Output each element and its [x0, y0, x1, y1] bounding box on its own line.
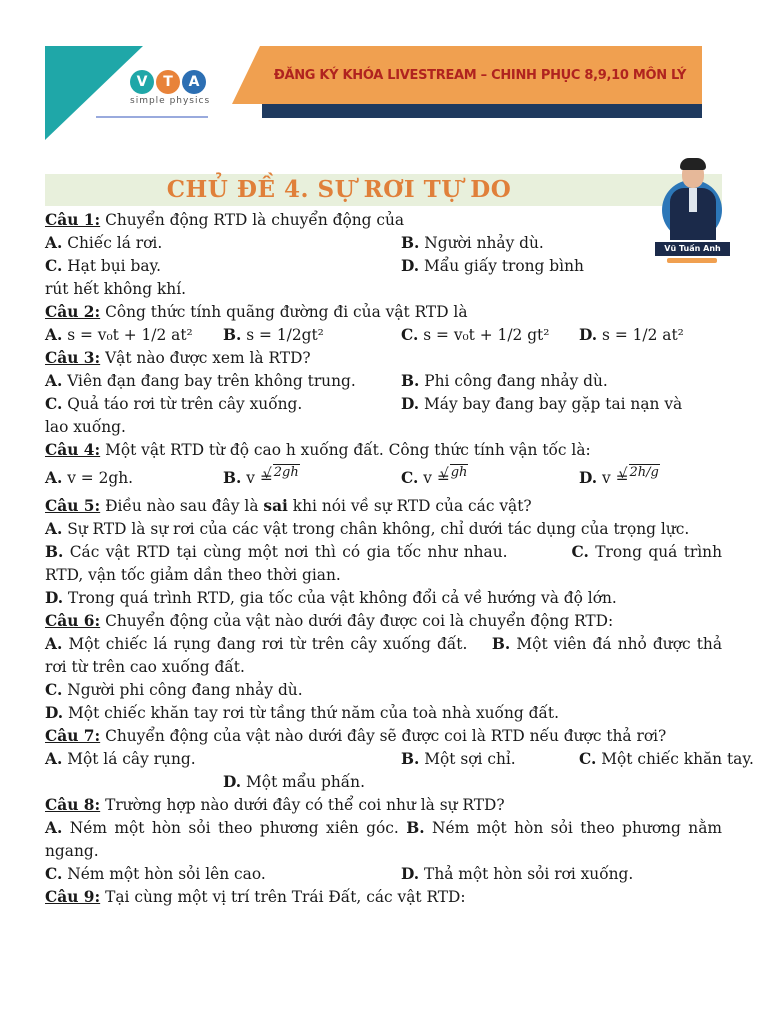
- question-label: Câu 7:: [45, 727, 101, 745]
- option-a: A. Sự RTD là sự rơi của các vật trong chân không, chỉ dưới tác dụng của trọng lực.: [45, 520, 690, 538]
- option-a: A. s = v₀t + 1/2 at²: [45, 326, 193, 344]
- option-c: C. s = v₀t + 1/2 gt²: [401, 326, 550, 344]
- question-1: [45, 209, 722, 232]
- option-b: B. Người nhảy dù.: [401, 234, 544, 252]
- option-d: D. Máy bay đang bay gặp tai nạn và: [401, 395, 683, 413]
- question-2: [45, 301, 722, 324]
- option-d: D. Thả một hòn sỏi rơi xuống.: [401, 865, 634, 883]
- option-row: [45, 771, 722, 794]
- header-triangle: [45, 46, 143, 140]
- option-row: [45, 255, 722, 278]
- option-c: C. Hạt bụi bay.: [45, 257, 162, 275]
- option-row: [45, 393, 722, 416]
- option-c: C. Một chiếc khăn tay.: [579, 750, 754, 768]
- vta-logo: [130, 70, 214, 106]
- option-row: [45, 324, 722, 347]
- banner-bar: [262, 104, 702, 118]
- option-a-b: A. Một chiếc lá rụng đang rơi từ trên cây xuống đất. B. Một viên đá nhỏ được thả rơi từ trên cao xuống đất.: [45, 635, 722, 676]
- option-d: D. Một chiếc khăn tay rơi từ tầng thứ năm của toà nhà xuống đất.: [45, 704, 559, 722]
- logo-letter-v: V: [130, 70, 154, 94]
- logo-letter-a: A: [182, 70, 206, 94]
- option-d: D. Một mẩu phấn.: [223, 773, 365, 791]
- question-text: Chuyển động của vật nào dưới đây được coi là chuyển động RTD:: [100, 612, 614, 630]
- option-b: B. Phi công đang nhảy dù.: [401, 372, 608, 390]
- question-label: Câu 2:: [45, 303, 101, 321]
- option-c: C. Quả táo rơi từ trên cây xuống.: [45, 395, 303, 413]
- question-label: Câu 9:: [45, 888, 101, 906]
- question-label: Câu 5:: [45, 497, 101, 515]
- question-6: [45, 610, 722, 633]
- emphasis-sai: sai: [263, 497, 288, 515]
- question-text: Công thức tính quãng đường đi của vật RTD là: [100, 303, 468, 321]
- question-text: Tại cùng một vị trí trên Trái Đất, các vật RTD:: [100, 888, 466, 906]
- option-c: C. v =√ $^{gh}$: [401, 467, 468, 491]
- question-label: Câu 4:: [45, 441, 101, 459]
- question-label: Câu 3:: [45, 349, 101, 367]
- option-row: [45, 370, 722, 393]
- question-text: Vật nào được xem là RTD?: [100, 349, 311, 367]
- option-a: A. Viên đạn đang bay trên không trung.: [45, 372, 356, 390]
- sqrt-2gh: √ $^{2gh}$: [273, 464, 300, 480]
- option-d: D. Trong quá trình RTD, gia tốc của vật không đổi cả về hướng và độ lớn.: [45, 589, 617, 607]
- option-continuation: rút hết không khí.: [45, 280, 187, 298]
- question-7: [45, 725, 722, 748]
- page-title: CHỦ ĐỀ 4. SỰ RƠI TỰ DO: [166, 176, 512, 203]
- option-d: D. Mẩu giấy trong bình: [401, 257, 584, 275]
- option-row: [45, 462, 722, 495]
- option-d: D. v =√ $^{2h/g}$: [579, 467, 660, 491]
- banner-text: ĐĂNG KÝ KHÓA LIVESTREAM – CHINH PHỤC 8,9,10 MÔN LÝ: [273, 68, 687, 83]
- option-row: [45, 863, 722, 886]
- teacher-hair: [680, 158, 706, 170]
- option-d: D. s = 1/2 at²: [579, 326, 684, 344]
- option-row: [45, 748, 754, 771]
- option-c: C. Người phi công đang nhảy dù.: [45, 681, 303, 699]
- option-a: A. v = 2gh.: [45, 469, 134, 487]
- option-a: A. Một lá cây rụng.: [45, 750, 196, 768]
- question-text: Chuyển động của vật nào dưới đây sẽ được coi là RTD nếu được thả rơi?: [100, 727, 667, 745]
- question-text: Trường hợp nào dưới đây có thể coi như là sự RTD?: [100, 796, 505, 814]
- option-a-b: A. Ném một hòn sỏi theo phương xiên góc. B. Ném một hòn sỏi theo phương nằm ngang.: [45, 819, 722, 860]
- logo-letter-t: T: [156, 70, 180, 94]
- option-b: B. s = 1/2gt²: [223, 326, 324, 344]
- option-row: [45, 232, 722, 255]
- question-3: [45, 347, 722, 370]
- logo-underline: [96, 116, 208, 118]
- option-a: A. Chiếc lá rơi.: [45, 234, 163, 252]
- question-list: [45, 209, 754, 909]
- option-b-c: B. Các vật RTD tại cùng một nơi thì có gia tốc như nhau. C. Trong quá trình RTD, vận tốc giảm dần theo thời gian.: [45, 543, 722, 584]
- question-label: Câu 6:: [45, 612, 101, 630]
- question-label: Câu 8:: [45, 796, 101, 814]
- option-b: B. v =√ $^{2gh}$: [223, 467, 300, 491]
- teacher-name: Vũ Tuấn Anh: [655, 242, 730, 256]
- question-text: Chuyển động RTD là chuyển động của: [100, 211, 405, 229]
- sqrt-2h-over-g: √ $^{2h/g}$: [629, 464, 660, 480]
- option-b: B. Một sợi chỉ.: [401, 750, 516, 768]
- logo-subtitle: simple physics: [130, 96, 211, 106]
- question-text: Một vật RTD từ độ cao h xuống đất. Công thức tính vận tốc là:: [100, 441, 591, 459]
- question-5: Câu 5: Điều nào sau đây là sai khi nói về sự RTD của các vật?: [45, 497, 532, 515]
- option-c: C. Ném một hòn sỏi lên cao.: [45, 865, 266, 883]
- question-9: [45, 886, 722, 909]
- question-label: Câu 1:: [45, 211, 101, 229]
- sqrt-gh: √ $^{gh}$: [450, 464, 469, 480]
- option-continuation: lao xuống.: [45, 418, 126, 436]
- question-4: [45, 439, 722, 462]
- question-8: [45, 794, 722, 817]
